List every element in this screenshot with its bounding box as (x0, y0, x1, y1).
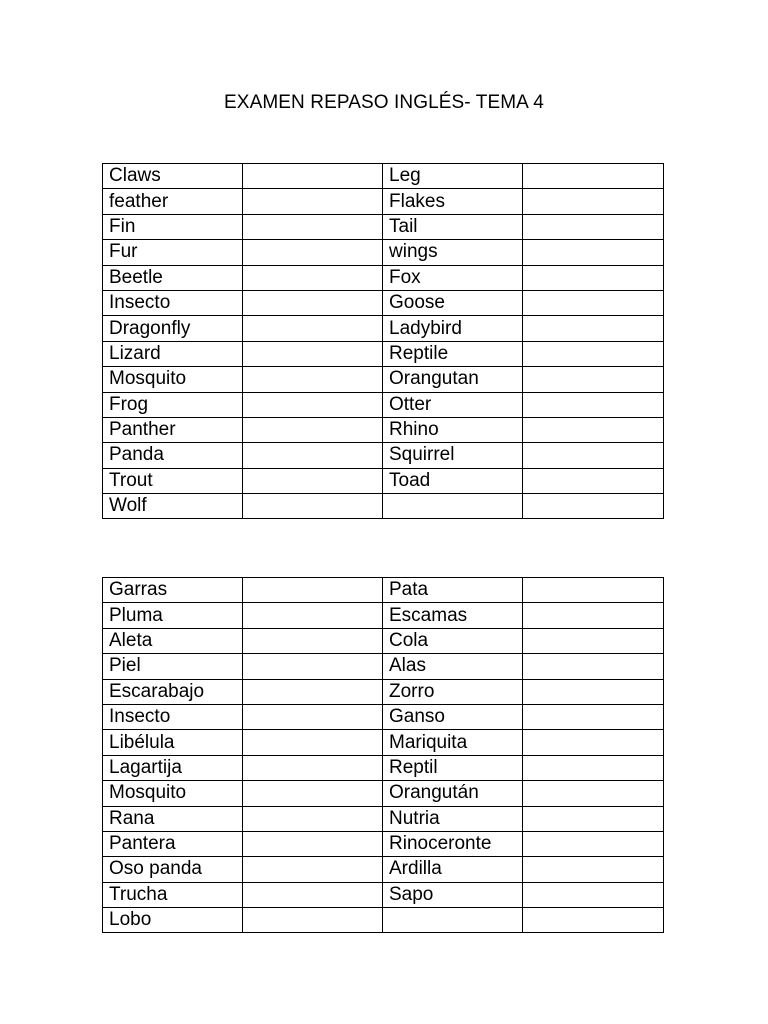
word-cell: Beetle (103, 265, 243, 290)
answer-cell[interactable] (523, 882, 664, 907)
answer-cell[interactable] (523, 189, 664, 214)
answer-cell[interactable] (243, 341, 383, 366)
table-row (103, 290, 664, 315)
word-cell: Fox (383, 265, 523, 290)
word-cell: Leg (383, 164, 523, 189)
word-cell: Toad (383, 468, 523, 493)
answer-cell[interactable] (523, 908, 664, 933)
word-cell: Pata (383, 578, 523, 603)
answer-cell[interactable] (243, 392, 383, 417)
word-cell: Orangutan (383, 367, 523, 392)
answer-cell[interactable] (523, 704, 664, 729)
answer-cell[interactable] (243, 654, 383, 679)
word-cell: Claws (103, 164, 243, 189)
answer-cell[interactable] (523, 654, 664, 679)
word-cell: Pluma (103, 603, 243, 628)
word-cell: Frog (103, 392, 243, 417)
word-cell: Escarabajo (103, 679, 243, 704)
answer-cell[interactable] (243, 908, 383, 933)
answer-cell[interactable] (523, 265, 664, 290)
table-row (103, 189, 664, 214)
table-row (103, 730, 664, 755)
answer-cell[interactable] (243, 189, 383, 214)
word-cell: Trucha (103, 882, 243, 907)
page-title: EXAMEN REPASO INGLÉS- TEMA 4 (224, 92, 544, 113)
table-row (103, 628, 664, 653)
answer-cell[interactable] (523, 341, 664, 366)
answer-cell[interactable] (523, 392, 664, 417)
word-cell: Mariquita (383, 730, 523, 755)
table-row (103, 265, 664, 290)
answer-cell[interactable] (523, 164, 664, 189)
answer-cell[interactable] (243, 367, 383, 392)
answer-cell[interactable] (243, 755, 383, 780)
answer-cell[interactable] (523, 316, 664, 341)
word-cell: Squirrel (383, 443, 523, 468)
word-cell: Escamas (383, 603, 523, 628)
word-cell: feather (103, 189, 243, 214)
word-cell: Garras (103, 578, 243, 603)
word-cell: Insecto (103, 290, 243, 315)
table-row (103, 755, 664, 780)
table-row (103, 578, 664, 603)
answer-cell[interactable] (523, 443, 664, 468)
answer-cell[interactable] (243, 214, 383, 239)
answer-cell[interactable] (243, 316, 383, 341)
answer-cell[interactable] (243, 443, 383, 468)
word-cell: Ganso (383, 704, 523, 729)
word-cell: Trout (103, 468, 243, 493)
answer-cell[interactable] (523, 417, 664, 442)
answer-cell[interactable] (243, 628, 383, 653)
table-row (103, 494, 664, 519)
word-cell: Ardilla (383, 857, 523, 882)
answer-cell[interactable] (523, 494, 664, 519)
answer-cell[interactable] (243, 578, 383, 603)
answer-cell[interactable] (243, 679, 383, 704)
word-cell: Fur (103, 240, 243, 265)
word-cell: Libélula (103, 730, 243, 755)
table-row (103, 908, 664, 933)
answer-cell[interactable] (243, 417, 383, 442)
table-row (103, 654, 664, 679)
table-row (103, 316, 664, 341)
word-cell: Pantera (103, 831, 243, 856)
table-row (103, 806, 664, 831)
word-cell: Mosquito (103, 781, 243, 806)
word-cell: Lagartija (103, 755, 243, 780)
answer-cell[interactable] (523, 679, 664, 704)
table-row (103, 214, 664, 239)
word-cell: Rinoceronte (383, 831, 523, 856)
word-cell: Panda (103, 443, 243, 468)
word-cell: Mosquito (103, 367, 243, 392)
answer-cell[interactable] (243, 290, 383, 315)
word-cell: Nutria (383, 806, 523, 831)
word-cell: Insecto (103, 704, 243, 729)
answer-cell[interactable] (523, 367, 664, 392)
answer-cell[interactable] (243, 831, 383, 856)
table-row (103, 882, 664, 907)
word-cell: Ladybird (383, 316, 523, 341)
word-cell: Cola (383, 628, 523, 653)
answer-cell[interactable] (523, 578, 664, 603)
word-cell: Reptil (383, 755, 523, 780)
word-cell: Rana (103, 806, 243, 831)
table-row (103, 164, 664, 189)
answer-cell[interactable] (243, 704, 383, 729)
word-cell: Wolf (103, 494, 243, 519)
word-cell: Dragonfly (103, 316, 243, 341)
table-row (103, 704, 664, 729)
answer-cell[interactable] (523, 290, 664, 315)
word-cell: Goose (383, 290, 523, 315)
word-cell: Sapo (383, 882, 523, 907)
table-row (103, 443, 664, 468)
word-cell: wings (383, 240, 523, 265)
answer-cell[interactable] (523, 806, 664, 831)
answer-cell[interactable] (243, 265, 383, 290)
word-cell: Aleta (103, 628, 243, 653)
word-cell: Lizard (103, 341, 243, 366)
word-cell: Zorro (383, 679, 523, 704)
answer-cell[interactable] (523, 781, 664, 806)
word-cell: Orangután (383, 781, 523, 806)
word-cell: Panther (103, 417, 243, 442)
table-row (103, 367, 664, 392)
answer-cell[interactable] (523, 603, 664, 628)
table-row (103, 781, 664, 806)
answer-cell[interactable] (523, 755, 664, 780)
word-cell (383, 494, 523, 519)
answer-cell[interactable] (243, 781, 383, 806)
english-vocabulary-table (102, 163, 664, 519)
table-row (103, 679, 664, 704)
word-cell: Reptile (383, 341, 523, 366)
answer-cell[interactable] (523, 730, 664, 755)
answer-cell[interactable] (243, 730, 383, 755)
table-row (103, 603, 664, 628)
table-row (103, 468, 664, 493)
answer-cell[interactable] (243, 494, 383, 519)
answer-cell[interactable] (243, 164, 383, 189)
answer-cell[interactable] (523, 628, 664, 653)
word-cell: Alas (383, 654, 523, 679)
answer-cell[interactable] (523, 240, 664, 265)
word-cell: Oso panda (103, 857, 243, 882)
word-cell: Flakes (383, 189, 523, 214)
answer-cell[interactable] (523, 857, 664, 882)
answer-cell[interactable] (523, 468, 664, 493)
word-cell: Rhino (383, 417, 523, 442)
answer-cell[interactable] (243, 603, 383, 628)
table-row (103, 831, 664, 856)
answer-cell[interactable] (523, 831, 664, 856)
answer-cell[interactable] (243, 857, 383, 882)
answer-cell[interactable] (243, 882, 383, 907)
spanish-vocabulary-table (102, 577, 664, 933)
word-cell: Piel (103, 654, 243, 679)
answer-cell[interactable] (243, 468, 383, 493)
table-row (103, 417, 664, 442)
answer-cell[interactable] (523, 214, 664, 239)
word-cell: Fin (103, 214, 243, 239)
word-cell (383, 908, 523, 933)
table-row (103, 392, 664, 417)
word-cell: Tail (383, 214, 523, 239)
answer-cell[interactable] (243, 806, 383, 831)
word-cell: Otter (383, 392, 523, 417)
answer-cell[interactable] (243, 240, 383, 265)
table-row (103, 857, 664, 882)
table-row (103, 240, 664, 265)
word-cell: Lobo (103, 908, 243, 933)
table-row (103, 341, 664, 366)
